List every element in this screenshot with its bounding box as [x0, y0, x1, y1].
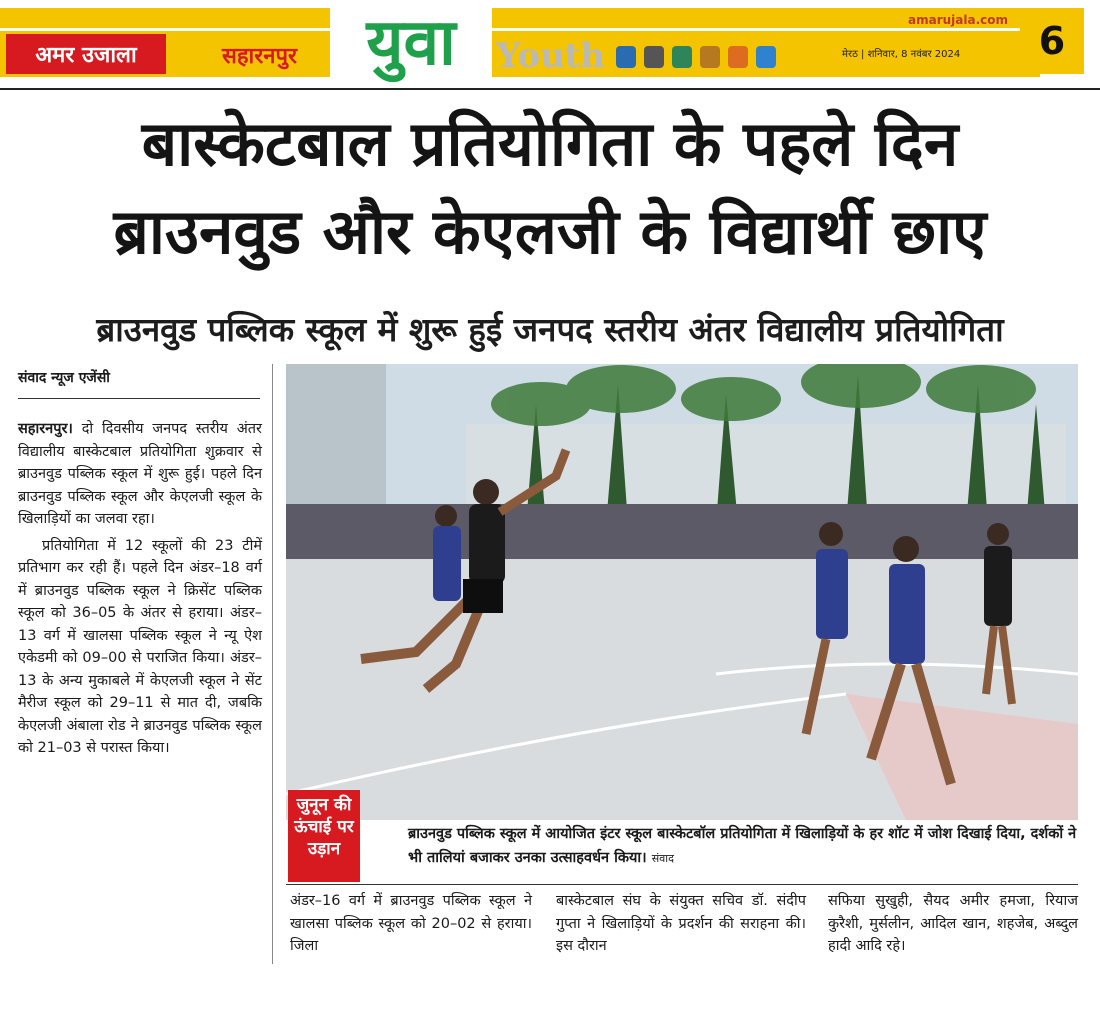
paragraph-2: प्रतियोगिता में 12 स्कूलों की 23 टीमें प्रतिभाग कर रही हैं। पहले दिन अंडर–18 वर्ग में ब्राउनवुड पब्लिक स्कूल ने क्रिसेंट पब्लिक स्कूल को 36–05 के अंतर से हराया। अंडर–13 वर्ग में खालसा पब्लिक स्कूल ने न्यू ऐश एकेडमी को 09–00 से पराजित किया। अंडर–13 के अन्य मुकाबले में केएलजी स्कूल ने सेंट मैरीज स्कूल को 29–11 से मात दी, जबकि केएलजी अंबाला रोड ने ब्राउनवुड पब्लिक स्कूल को 21–03 से परास्त किया।: [18, 537, 262, 756]
person-icon: [672, 46, 692, 68]
chart-icon: [644, 46, 664, 68]
basketball-match-photo: [286, 364, 1078, 820]
caption-text: ब्राउनवुड पब्लिक स्कूल में आयोजित इंटर स्कूल बास्केटबॉल प्रतियोगिता में खिलाड़ियों के हर शॉट में जोश दिखाई दिया, दर्शकों ने भी तालियां बजाकर उनका उत्साहवर्धन किया।: [408, 826, 1077, 866]
byline-divider: [18, 398, 260, 399]
headline-line-2: ब्राउनवुड और केएलजी के विद्यार्थी छाए: [113, 195, 987, 268]
article-column-1: [18, 418, 262, 764]
gear-icon: [616, 46, 636, 68]
edition-city: सहारनपुर: [222, 44, 297, 69]
section-title: युवा: [330, 6, 492, 80]
article-column-2: अंडर–16 वर्ग में ब्राउनवुड पब्लिक स्कूल ने खालसा पब्लिक स्कूल को 20–02 से हराया। जिला: [290, 893, 532, 954]
subheadline: ब्राउनवुड पब्लिक स्कूल में शुरू हुई जनपद स्तरीय अंतर विद्यालीय प्रतियोगिता: [96, 310, 1004, 349]
trophy-icon: [700, 46, 720, 68]
headline: [0, 100, 1100, 276]
masthead-top-bar: [0, 8, 1040, 28]
byline: संवाद न्यूज एजेंसी: [18, 370, 110, 386]
masthead-divider: [0, 88, 1100, 90]
paragraph-1: [18, 418, 262, 531]
photo-tag: जुनून की ऊंचाई पर उड़ान: [288, 790, 360, 882]
idea-icon: [728, 46, 748, 68]
article-column-4: सफिया सुखुही, सैयद अमीर हमजा, रियाज कुरैशी, मुर्सलीन, आदिल खान, शहजेब, अब्दुल हादी आदि रहे।: [828, 893, 1078, 954]
website: amarujala.com: [908, 13, 1009, 27]
article-column-3: बास्केटबाल संघ के संयुक्त सचिव डॉ. संदीप गुप्ता ने खिलाड़ियों के प्रदर्शन की सराहना की। इस दौरान: [556, 893, 806, 954]
newspaper-logo: अमर उजाला: [6, 34, 166, 74]
section-icons: [616, 40, 831, 74]
dateline-city: सहारनपुर।: [18, 421, 73, 437]
target-icon: [756, 46, 776, 68]
paragraph-1-text: दो दिवसीय जनपद स्तरीय अंतर विद्यालीय बास्केटबाल प्रतियोगिता शुक्रवार से ब्राउनवुड पब्लिक स्कूल में शुरू हुई। पहले दिन ब्राउनवुड पब्लिक स्कूल और केएलजी स्कूल के खिलाड़ियों का जलवा रहा।: [18, 421, 262, 527]
photo-caption: [408, 822, 1084, 871]
headline-line-1: बास्केटबाल प्रतियोगिता के पहले दिन: [141, 107, 959, 180]
article-photo: [286, 364, 1078, 820]
section-title-english: Youth: [496, 36, 606, 76]
page-number: 6: [1020, 8, 1084, 74]
masthead: [0, 0, 1100, 88]
edition-dateline: मेरठ | शनिवार, 8 नवंबर 2024: [842, 49, 961, 60]
column-divider: [272, 364, 273, 964]
caption-divider: [286, 884, 1078, 885]
caption-credit: संवाद: [651, 852, 674, 865]
